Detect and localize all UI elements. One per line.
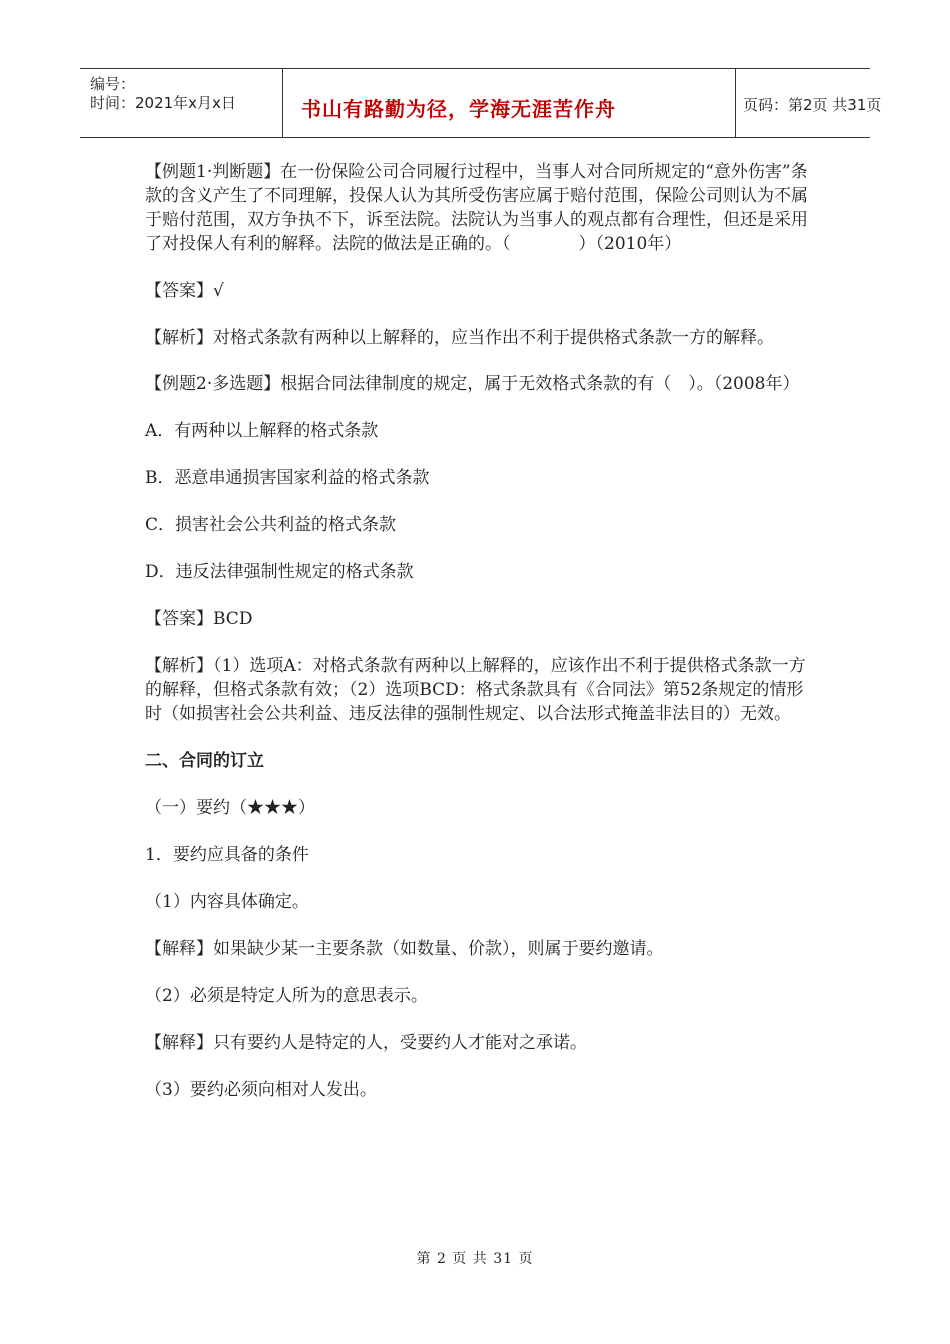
condition-1: （1）内容具体确定。 [145,892,309,912]
subsection-heading: （一）要约（★★★） [145,798,315,818]
condition-2: （2）必须是特定人所为的意思表示。 [145,986,428,1006]
example-2-analysis: 【解析】（1）选项A：对格式条款有两种以上解释的，应该作出不利于提供格式条款一方的解释，但格式条款有效；（2）选项BCD：格式条款具有《合同法》第52条规定的情形时（如损害社会公共利益、违反法律的强制性规定、以合法形式掩盖非法目的）无效。 [145,656,806,724]
option-a: A．有两种以上解释的格式条款 [145,421,379,441]
option-c: C．损害社会公共利益的格式条款 [145,515,397,535]
example-1-analysis: 【解析】对格式条款有两种以上解释的，应当作出不利于提供格式条款一方的解释。 [145,328,774,348]
example-2-answer: 【答案】BCD [145,609,253,629]
document-number-label: 编号： [90,75,136,93]
header-motto-cell [282,69,736,137]
condition-3: （3）要约必须向相对人发出。 [145,1080,377,1100]
header-motto: 书山有路勤为径，学海无涯苦作舟 [301,97,616,121]
example-1-answer: 【答案】√ [145,281,224,301]
option-b: B．恶意串通损害国家利益的格式条款 [145,468,430,488]
document-body [145,160,810,1102]
explanation-1: 【解释】如果缺少某一主要条款（如数量、价款），则属于要约邀请。 [145,939,664,959]
page-footer [0,1248,950,1268]
header-page-number: 页码：第2页 共31页 [743,96,882,114]
document-date-label: 时间：2021年x月x日 [90,94,236,112]
item-heading: 1．要约应具备的条件 [145,845,309,865]
header-page-cell [735,69,882,137]
explanation-2: 【解释】只有要约人是特定的人，受要约人才能对之承诺。 [145,1033,587,1053]
option-d: D．违反法律强制性规定的格式条款 [145,562,414,582]
footer-page-number: 第 2 页 共 31 页 [416,1251,534,1267]
section-heading: 二、合同的订立 [145,751,264,771]
page-header [80,68,882,138]
header-meta-cell [80,69,282,137]
example-2-question: 【例题2·多选题】根据合同法律制度的规定，属于无效格式条款的有（ ）。（2008年） [145,374,800,394]
example-1-question: 【例题1·判断题】在一份保险公司合同履行过程中，当事人对合同所规定的“意外伤害”条款的含义产生了不同理解，投保人认为其所受伤害应属于赔付范围，保险公司则认为不属于赔付范围，双方争执不下，诉至法院。法院认为当事人的观点都有合理性，但还是采用了对投保人有利的解释。法院的做法是正确的。（ ）（2010年） [145,162,808,254]
